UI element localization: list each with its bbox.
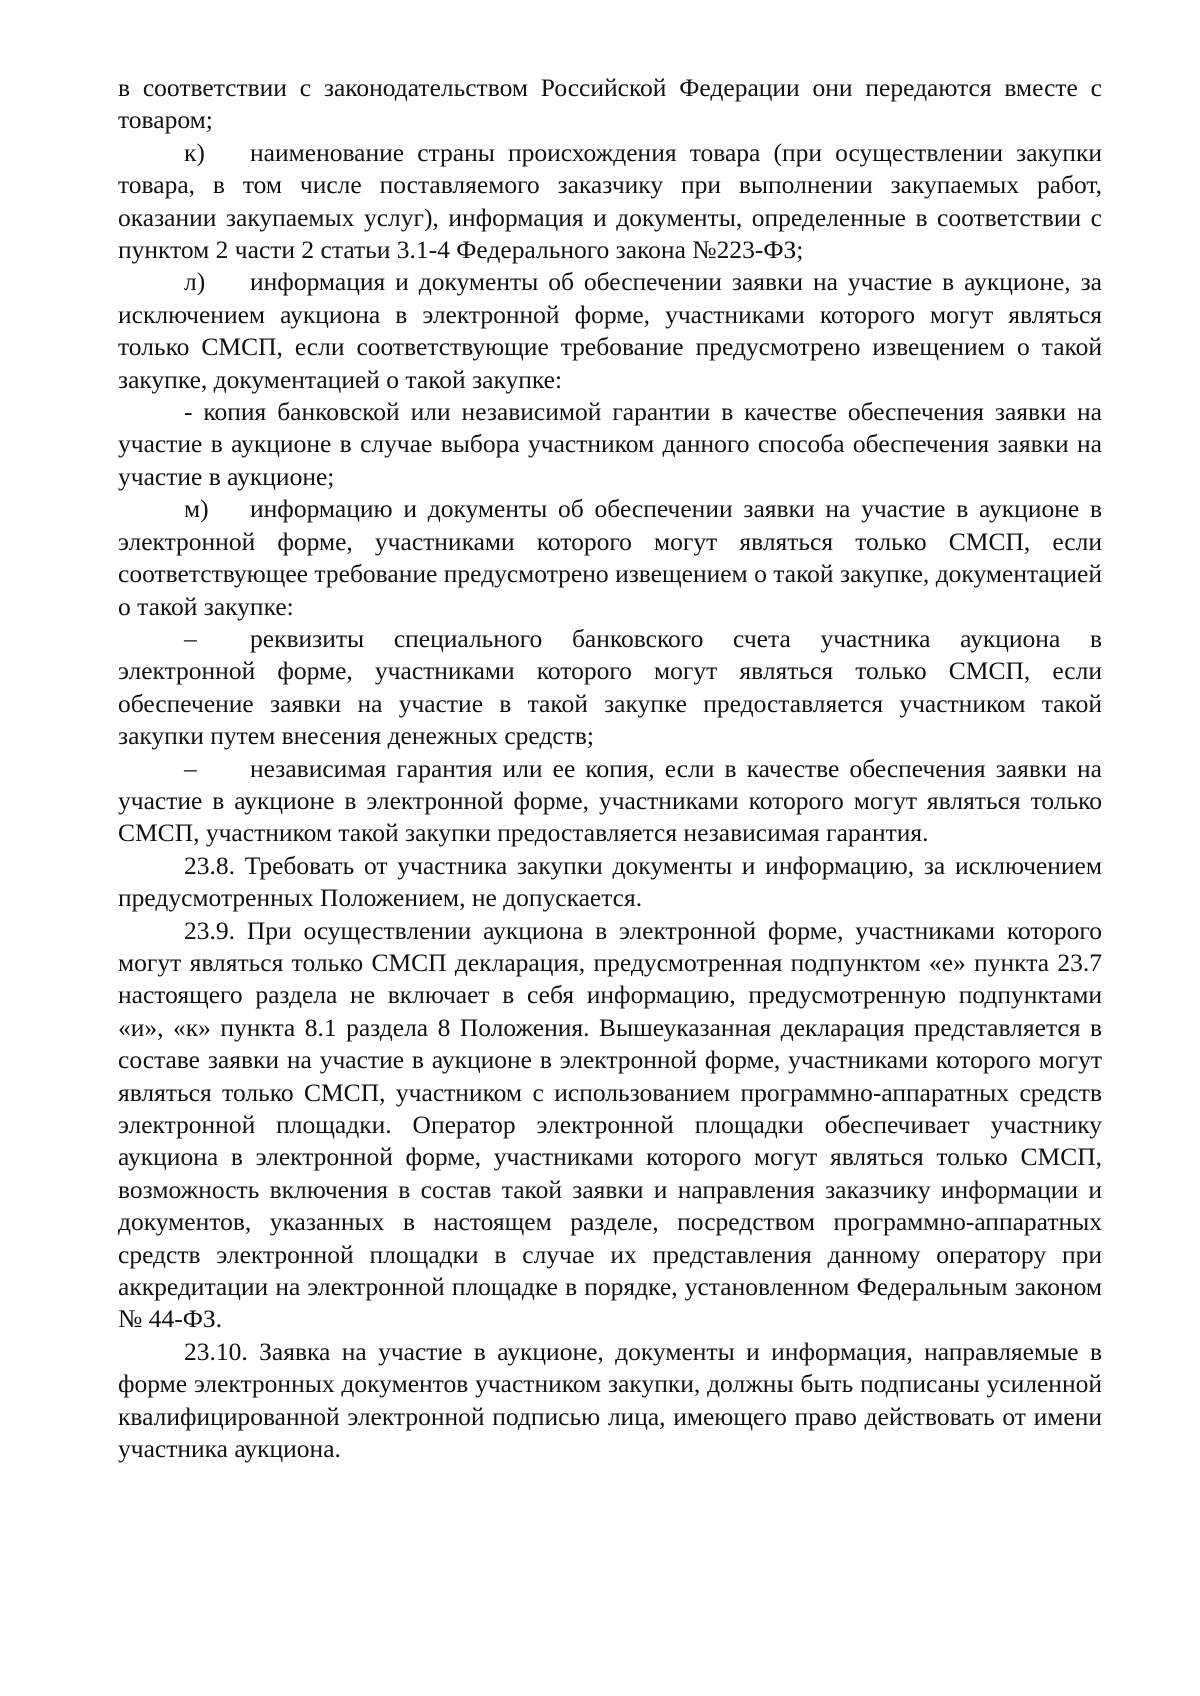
list-item-l-dash (118, 396, 1102, 493)
paragraph-text: реквизиты специального банковского счета участника аукциона в электронной форме, участниками которого могут являться только СМСП, если обеспечение заявки на участие в такой закупке предоставляется участником такой закупки путем внесения денежных средств; (118, 623, 1102, 751)
paragraph-23-10 (118, 1336, 1102, 1466)
paragraph-text: наименование страны происхождения товара (при осуществлении закупки товара, в том числе поставляемого заказчику при выполнении закупаемых работ, оказании закупаемых услуг), информация и документы, определенные в соответствии с пунктом 2 части 2 статьи 3.1-4 Федерального закона №223-ФЗ; (118, 137, 1102, 265)
dash-marker: – (184, 623, 197, 653)
paragraph-continuation (118, 72, 1102, 137)
list-item-l (118, 266, 1102, 396)
list-item-m-dash-2 (118, 753, 1102, 850)
list-marker: к) (184, 137, 205, 167)
paragraph-23-8 (118, 850, 1102, 915)
paragraph-text: информация и документы об обеспечении заявки на участие в аукционе, за исключением аукциона в электронной форме, участниками которого могут являться только СМСП, если соответствующие требование предусмотрено извещением о такой закупке, документацией о такой закупке: (118, 267, 1102, 394)
paragraph-text: 23.9. При осуществлении аукциона в электронной форме, участниками которого могут являться только СМСП декларация, предусмотренная подпунктом «е» пункта 23.7 настоящего раздела не включает в себя информацию, предусмотренную подпунктами «и», «к» пункта 8.1 раздела 8 Положения. Вышеуказанная декларация представляется в составе заявки на участие в аукционе в электронной форме, участниками которого могут являться только СМСП, участником с использованием программно-аппаратных средств электронной площадки. Оператор электронной площадки обеспечивает участнику аукциона в электронной форме, участниками которого могут являться только СМСП, возможность включения в состав такой заявки и направления заказчику информации и документов, указанных в настоящем разделе, посредством программно-аппаратных средств электронной площадки в случае их представления данному оператору при аккредитации на электронной площадке в порядке, установленном Федеральным законом № 44-ФЗ. (118, 915, 1102, 1334)
paragraph-text: - копия банковской или независимой гарантии в качестве обеспечения заявки на участие в аукционе в случае выбора участником данного способа обеспечения заявки на участие в аукционе; (118, 397, 1102, 491)
list-item-m (118, 493, 1102, 623)
list-marker: л) (184, 267, 206, 297)
paragraph-23-9 (118, 915, 1102, 1336)
paragraph-text: в соответствии с законодательством Российской Федерации они передаются вместе с товаром; (118, 73, 1102, 135)
paragraph-text: 23.10. Заявка на участие в аукционе, документы и информация, направляемые в форме электронных документов участником закупки, должны быть подписаны усиленной квалифицированной электронной подписью лица, имеющего право действовать от имени участника аукциона. (118, 1336, 1102, 1464)
dash-marker: – (184, 753, 197, 783)
list-item-m-dash-1 (118, 623, 1102, 753)
paragraph-text: 23.8. Требовать от участника закупки документы и информацию, за исключением предусмотренных Положением, не допускается. (118, 850, 1102, 913)
paragraph-text: независимая гарантия или ее копия, если в качестве обеспечения заявки на участие в аукционе в электронной форме, участниками которого могут являться только СМСП, участником такой закупки предоставляется независимая гарантия. (118, 753, 1102, 848)
list-item-k (118, 137, 1102, 267)
paragraph-text: информацию и документы об обеспечении заявки на участие в аукционе в электронной форме, участниками которого могут являться только СМСП, если соответствующее требование предусмотрено извещением о такой закупке, документацией о такой закупке: (118, 494, 1102, 621)
list-marker: м) (184, 494, 209, 524)
